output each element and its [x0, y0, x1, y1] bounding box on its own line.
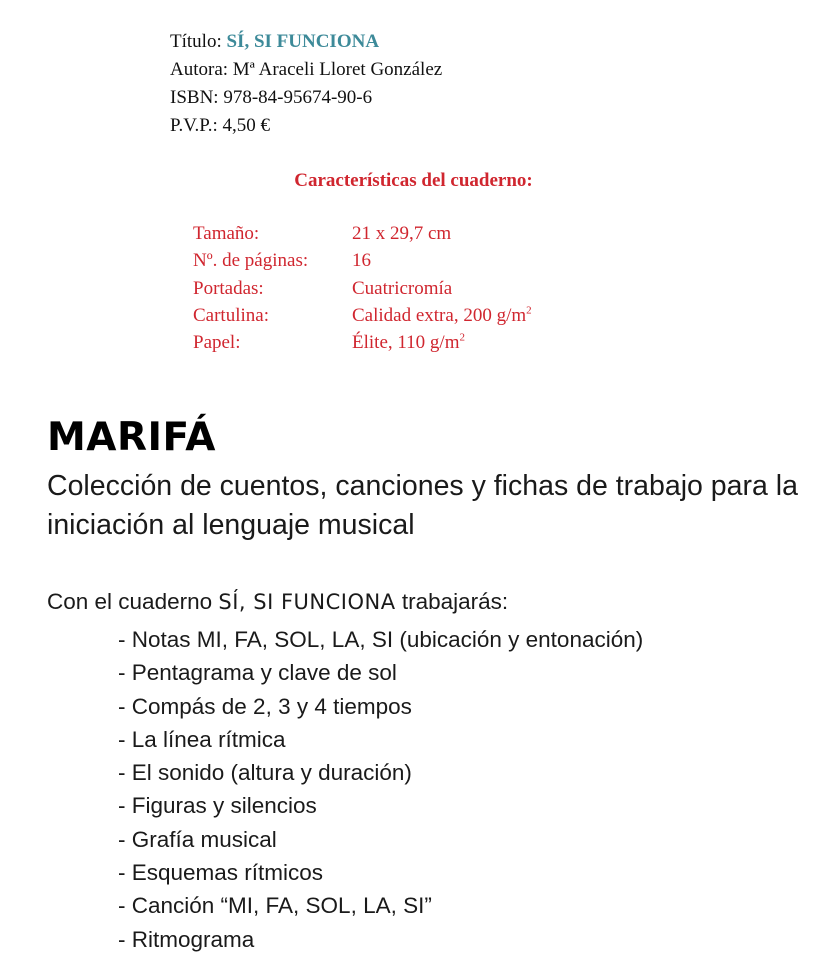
list-item: - Ritmograma [118, 926, 255, 952]
booklet-name: SÍ, SI FUNCIONA [218, 590, 396, 614]
characteristic-label: Portadas: [193, 277, 264, 299]
book-title: SÍ, SI FUNCIONA [226, 31, 380, 52]
characteristic-value: Élite, 110 $g/m^2$ [352, 331, 465, 354]
characteristics-heading: Características del cuaderno: [294, 170, 533, 191]
list-item: - Canción “MI, FA, SOL, LA, SI” [118, 893, 432, 919]
characteristic-row-pages [193, 247, 532, 274]
characteristic-value: 16 [352, 250, 371, 272]
characteristics-table [193, 220, 532, 356]
topics-list [118, 623, 643, 956]
intro-prefix: Con el cuaderno [47, 589, 213, 614]
characteristic-label: Tamaño: [193, 223, 260, 244]
intro-suffix: trabajarás: [401, 589, 509, 614]
list-item: - Compás de 2, 3 y 4 tiempos [118, 693, 412, 719]
price-line: P.V.P.: 4,50 € [170, 115, 270, 136]
collection-title: MARIFÁ [47, 415, 216, 460]
author-line: Autora: Mª Araceli Lloret González [170, 59, 443, 80]
intro-line [47, 586, 508, 618]
characteristic-row-covers [193, 275, 532, 302]
characteristic-row-paper [193, 329, 532, 356]
isbn-line: ISBN: 978-84-95674-90-6 [170, 87, 373, 108]
characteristic-label: Nº. de páginas: [193, 250, 309, 272]
characteristic-value: Cuatricromía [352, 277, 453, 299]
list-item: - Figuras y silencios [118, 793, 317, 819]
book-info [170, 28, 442, 140]
list-item: - La línea rítmica [118, 726, 286, 752]
list-item: - El sonido (altura y duración) [118, 760, 412, 786]
list-item: - Pentagrama y clave de sol [118, 660, 397, 686]
list-item: - Grafía musical [118, 826, 277, 852]
collection-subtitle: Colección de cuentos, canciones y fichas de trabajo para la iniciación al lenguaje musical [47, 470, 798, 541]
characteristic-label: Papel: [193, 332, 241, 354]
title-row [170, 28, 442, 56]
characteristic-label: Cartulina: [193, 304, 269, 326]
characteristic-row-size [193, 220, 532, 247]
characteristic-value: Calidad extra, 200 $g/m^2$ [352, 304, 532, 326]
characteristic-value: 21 x 29,7 cm [352, 223, 452, 244]
characteristic-row-cardstock [193, 302, 532, 329]
list-item: - Notas MI, FA, SOL, LA, SI (ubicación y entonación) [118, 627, 644, 652]
list-item: - Esquemas rítmicos [118, 860, 324, 886]
title-label: Título: [170, 31, 222, 52]
